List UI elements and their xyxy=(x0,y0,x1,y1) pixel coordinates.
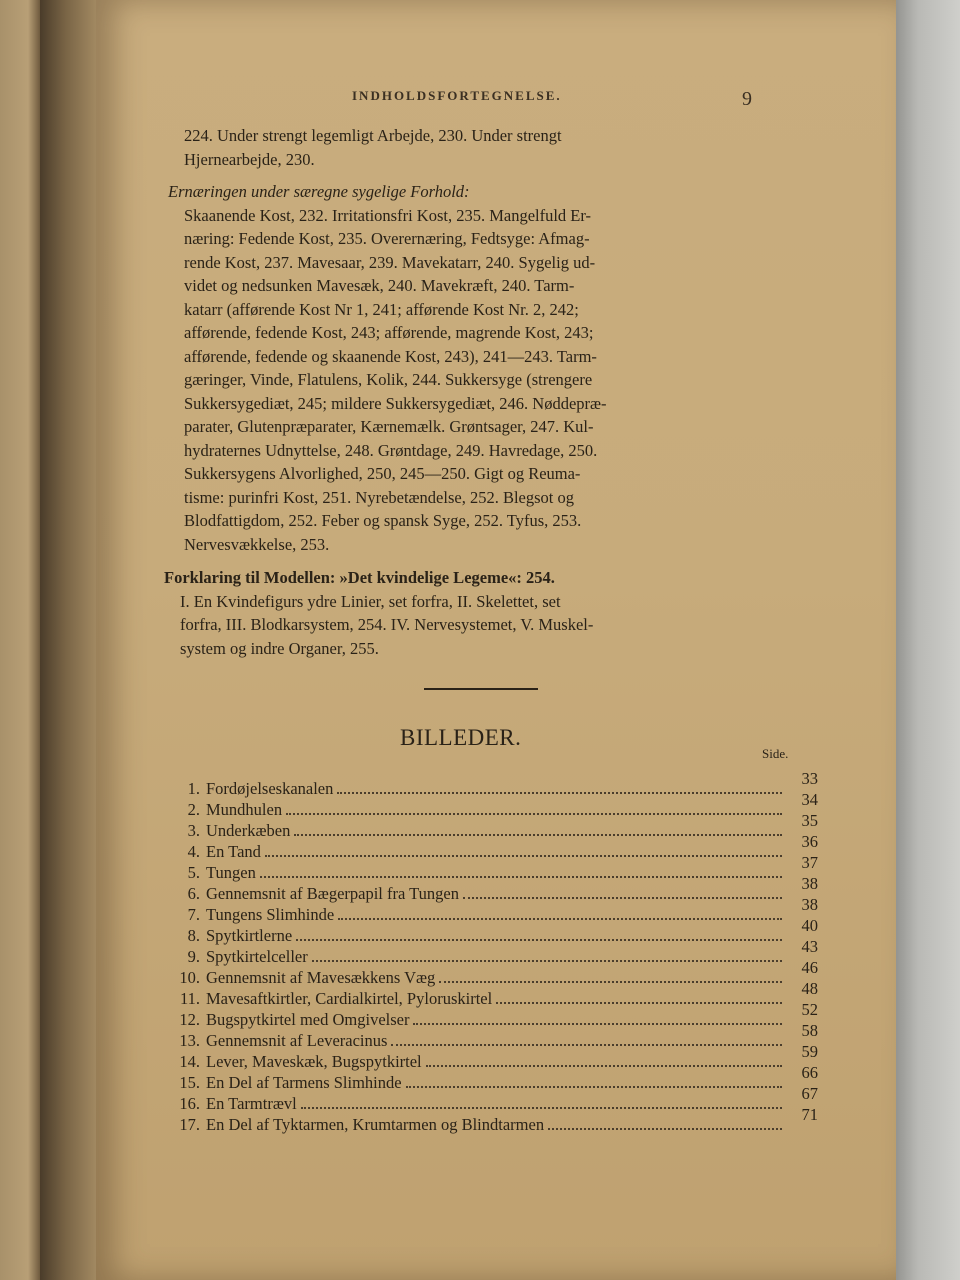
text-line: gæringer, Vinde, Flatulens, Kolik, 244. Sukkersyge (strengere xyxy=(184,370,593,389)
text-line: hydraternes Udnyttelse, 248. Grøntdage, 249. Havredage, 250. xyxy=(184,440,598,460)
text-line: Sukkersygediæt, 245; mildere Sukkersygediæt, 246. Nøddepræ- xyxy=(184,393,607,413)
text-line: afførende, fedende Kost, 243; afførende, magrende Kost, 243; xyxy=(184,323,594,342)
page-column-label: Side. xyxy=(762,746,789,761)
dot-leader xyxy=(294,834,782,836)
list-item xyxy=(168,1105,818,1135)
text-line: tisme: purinfri Kost, 251. Nyrebetændelse, 252. Blegsot og xyxy=(184,487,574,507)
item-page: 38 xyxy=(801,874,818,893)
list-item xyxy=(168,916,818,946)
item-title: Fordøjelseskanalen xyxy=(206,779,334,798)
item-title: Bugspytkirtel med Omgivelser xyxy=(206,1010,410,1029)
text-block-continuation xyxy=(184,124,744,171)
item-number: 2. xyxy=(187,800,200,819)
item-number: 6. xyxy=(187,884,200,903)
item-page: 67 xyxy=(801,1084,818,1103)
left-page-edge xyxy=(0,0,40,1280)
list-item xyxy=(168,937,818,967)
item-page: 48 xyxy=(801,979,818,998)
dot-leader xyxy=(426,1065,782,1067)
item-title: En Tarmtrævl xyxy=(206,1094,297,1113)
item-number: 9. xyxy=(187,947,200,966)
list-item xyxy=(168,1063,818,1093)
running-header: INDHOLDSFORTEGNELSE. xyxy=(352,88,562,103)
item-page: 59 xyxy=(801,1042,818,1061)
item-title: Mundhulen xyxy=(206,800,283,819)
dot-leader xyxy=(296,939,782,941)
text-line: Hjernearbejde, 230. xyxy=(184,149,315,169)
dot-leader xyxy=(548,1128,782,1130)
item-title: Gennemsnit af Leveracinus xyxy=(206,1031,388,1050)
text-line: I. En Kvindefigurs ydre Linier, set forfra, II. Skelettet, set xyxy=(180,591,561,611)
text-line: næring: Fedende Kost, 235. Overernæring, Fedtsyge: Afmag- xyxy=(184,229,590,248)
dot-leader xyxy=(496,1002,782,1004)
item-page: 46 xyxy=(801,958,818,977)
item-title: Tungens Slimhinde xyxy=(206,905,335,924)
item-title: Spytkirtelceller xyxy=(206,947,308,966)
text-line: system og indre Organer, 255. xyxy=(180,638,379,658)
text-line: Nervesvækkelse, 253. xyxy=(184,534,330,554)
item-number: 12. xyxy=(179,1010,200,1029)
item-page: 66 xyxy=(801,1063,818,1082)
dot-leader xyxy=(337,792,782,794)
item-number: 17. xyxy=(179,1115,200,1134)
item-page: 58 xyxy=(801,1021,818,1040)
list-item xyxy=(168,769,818,799)
item-number: 14. xyxy=(179,1052,200,1071)
item-page: 36 xyxy=(801,832,818,851)
item-title: Tungen xyxy=(206,863,256,882)
dot-leader xyxy=(413,1023,782,1025)
item-page: 40 xyxy=(801,916,818,935)
illustrations-title: BILLEDER. xyxy=(400,725,522,750)
text-block-special-conditions xyxy=(168,180,728,556)
item-page: 52 xyxy=(801,1000,818,1019)
list-item xyxy=(168,853,818,883)
dot-leader xyxy=(391,1044,782,1046)
text-block-model-explanation xyxy=(164,566,724,660)
section-heading: Ernæringen under særegne sygelige Forhold: xyxy=(168,182,470,201)
text-line: forfra, III. Blodkarsystem, 254. IV. Nervesystemet, V. Muskel- xyxy=(180,615,594,634)
list-item xyxy=(168,1084,818,1114)
list-item xyxy=(168,895,818,925)
section-heading: Forklaring til Modellen: »Det kvindelige Legeme«: 254. xyxy=(164,568,555,587)
list-item xyxy=(168,832,818,862)
page-number: 9 xyxy=(742,88,752,110)
item-number: 10. xyxy=(179,968,200,987)
item-title: Mavesaftkirtler, Cardialkirtel, Pyloruskirtel xyxy=(206,989,493,1008)
list-item xyxy=(168,1000,818,1030)
text-line: afførende, fedende og skaanende Kost, 243), 241—243. Tarm- xyxy=(184,346,597,366)
dot-leader xyxy=(286,813,782,815)
list-item xyxy=(168,790,818,820)
text-line: rende Kost, 237. Mavesaar, 239. Mavekatarr, 240. Sygelig ud- xyxy=(184,252,596,272)
list-item xyxy=(168,811,818,841)
dot-leader xyxy=(312,960,782,962)
text-line: Skaanende Kost, 232. Irritationsfri Kost, 235. Mangelfuld Er- xyxy=(184,205,592,225)
dot-leader xyxy=(338,918,782,920)
book-spine xyxy=(40,0,98,1280)
background-cloth xyxy=(890,0,960,1280)
item-number: 4. xyxy=(187,842,200,861)
item-page: 37 xyxy=(801,853,818,872)
item-title: En Tand xyxy=(206,842,261,861)
item-page: 33 xyxy=(801,769,818,788)
item-number: 7. xyxy=(187,905,200,924)
item-page: 35 xyxy=(801,811,818,830)
text-line: Blodfattigdom, 252. Feber og spansk Syge, 252. Tyfus, 253. xyxy=(184,511,582,530)
item-number: 15. xyxy=(179,1073,200,1092)
text-line: 224. Under strengt legemligt Arbejde, 230. Under strengt xyxy=(184,126,562,145)
item-number: 8. xyxy=(187,926,200,945)
dot-leader xyxy=(406,1086,782,1088)
text-line: parater, Glutenpræparater, Kærnemælk. Grøntsager, 247. Kul- xyxy=(184,417,594,436)
illustrations-list xyxy=(168,769,818,1135)
text-line: videt og nedsunken Mavesæk, 240. Mavekræft, 240. Tarm- xyxy=(184,276,575,295)
dot-leader xyxy=(265,855,782,857)
item-title: Gennemsnit af Bægerpapil fra Tungen xyxy=(206,884,459,903)
text-line: katarr (afførende Kost Nr 1, 241; afførende Kost Nr. 2, 242; xyxy=(184,299,579,319)
book-page xyxy=(96,0,896,1280)
list-item xyxy=(168,979,818,1009)
item-number: 11. xyxy=(179,989,200,1008)
item-number: 1. xyxy=(187,779,200,798)
item-title: Spytkirtlerne xyxy=(206,926,293,945)
dot-leader xyxy=(439,981,782,983)
item-number: 3. xyxy=(187,821,200,840)
item-title: En Del af Tyktarmen, Krumtarmen og Blindtarmen xyxy=(206,1115,545,1134)
item-page: 34 xyxy=(801,790,818,809)
item-number: 5. xyxy=(187,863,200,882)
item-page: 43 xyxy=(801,937,818,956)
item-number: 16. xyxy=(179,1094,200,1113)
dot-leader xyxy=(301,1107,782,1109)
text-line: Sukkersygens Alvorlighed, 250, 245—250. Gigt og Reuma- xyxy=(184,464,581,483)
item-title: Underkæben xyxy=(206,821,291,840)
list-item xyxy=(168,1042,818,1072)
list-item xyxy=(168,1021,818,1051)
item-page: 38 xyxy=(801,895,818,914)
item-title: Gennemsnit af Mavesækkens Væg xyxy=(206,968,436,987)
item-title: Lever, Maveskæk, Bugspytkirtel xyxy=(206,1052,422,1071)
item-page: 71 xyxy=(801,1105,818,1124)
item-title: En Del af Tarmens Slimhinde xyxy=(206,1073,402,1092)
section-divider xyxy=(424,688,538,690)
list-item xyxy=(168,958,818,988)
dot-leader xyxy=(260,876,782,878)
list-item xyxy=(168,874,818,904)
item-number: 13. xyxy=(179,1031,200,1050)
dot-leader xyxy=(463,897,782,899)
